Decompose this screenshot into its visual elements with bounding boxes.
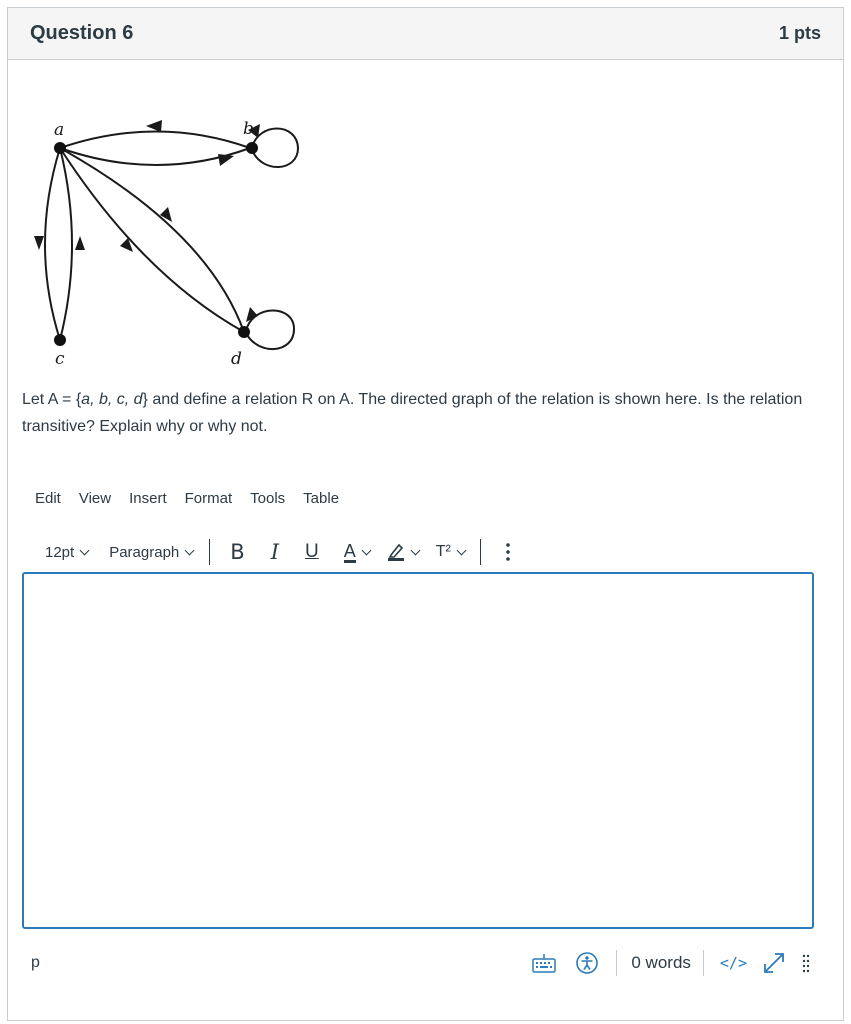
node-d <box>238 326 250 338</box>
fullscreen-icon <box>762 951 786 975</box>
highlight-color-button[interactable] <box>387 542 419 562</box>
menu-format[interactable]: Format <box>184 490 233 507</box>
more-options-button[interactable] <box>505 542 511 562</box>
italic-icon: I <box>270 540 279 564</box>
menu-view[interactable]: View <box>78 490 112 507</box>
prompt-set-elements: a, b, c, d <box>81 391 143 408</box>
word-count[interactable]: 0 words <box>631 953 691 972</box>
statusbar-separator <box>616 950 617 976</box>
block-format-value: Paragraph <box>109 543 180 561</box>
italic-button[interactable] <box>271 540 279 564</box>
question-title: Question 6 <box>30 22 134 44</box>
arrowhead-a-to-b <box>218 154 234 166</box>
resize-handle[interactable] <box>802 953 810 973</box>
toolbar-separator <box>209 539 210 565</box>
prompt-part2: } and define a relation R on A. The directed graph of the relation is shown here. Is the relation transitive? Explain why or why not. <box>22 391 803 435</box>
text-color-icon: A <box>343 540 356 561</box>
arrowhead-a-to-c <box>34 236 44 250</box>
question-prompt <box>22 386 812 440</box>
node-label-a: a <box>54 120 65 140</box>
node-c <box>54 334 66 346</box>
accessibility-icon <box>576 952 598 974</box>
html-editor-button[interactable] <box>720 954 747 972</box>
node-label-c: c <box>55 349 65 369</box>
menu-edit[interactable]: Edit <box>35 490 61 507</box>
chevron-down-icon <box>80 545 90 555</box>
chevron-down-icon <box>456 545 466 555</box>
chevron-down-icon <box>361 545 371 555</box>
element-path[interactable]: p <box>31 954 40 971</box>
font-size-value: 12pt <box>45 543 75 561</box>
resize-handle-icon <box>802 953 810 973</box>
superscript-button[interactable] <box>436 543 465 561</box>
chevron-down-icon <box>185 545 195 555</box>
prompt-part1: Let A = { <box>22 391 82 408</box>
node-label-d: d <box>231 349 242 369</box>
edge-a-to-d <box>60 148 244 332</box>
editor-toolbar <box>30 534 511 570</box>
accessibility-checker-button[interactable] <box>576 952 598 974</box>
underline-icon: U <box>304 541 319 562</box>
edge-b-to-a <box>60 132 250 149</box>
directed-graph-figure <box>22 110 312 375</box>
edge-c-to-a <box>60 148 72 340</box>
editor-menubar <box>27 490 348 507</box>
keyboard-shortcuts-button[interactable] <box>532 953 556 973</box>
node-a <box>54 142 66 154</box>
highlighter-icon <box>387 542 405 562</box>
arrowhead-c-to-a <box>75 236 85 250</box>
menu-table[interactable]: Table <box>303 490 340 507</box>
question-header <box>8 8 843 60</box>
chevron-down-icon <box>410 545 420 555</box>
question-points: 1 pts <box>778 23 821 43</box>
arrowhead-d-to-a <box>160 207 172 222</box>
loop-b <box>252 129 298 168</box>
more-vertical-icon <box>505 542 511 562</box>
block-format-select[interactable] <box>109 544 193 561</box>
menu-tools[interactable]: Tools <box>250 490 286 507</box>
text-color-button[interactable] <box>344 542 370 563</box>
arrowhead-b-to-a <box>146 120 162 132</box>
menu-insert[interactable]: Insert <box>129 490 167 507</box>
superscript-icon: T² <box>435 543 451 560</box>
bold-button[interactable] <box>230 540 244 564</box>
edge-d-to-a <box>60 148 244 332</box>
underline-button[interactable] <box>305 541 319 563</box>
node-b <box>246 142 258 154</box>
fullscreen-button[interactable] <box>762 951 786 975</box>
keyboard-icon <box>532 953 556 973</box>
bold-icon: B <box>230 540 245 564</box>
font-size-select[interactable] <box>45 544 88 561</box>
code-icon: </> <box>719 954 747 972</box>
edge-a-to-c <box>45 148 60 340</box>
statusbar-actions <box>532 948 814 978</box>
node-label-b: b <box>243 119 254 139</box>
toolbar-separator <box>480 539 481 565</box>
statusbar-separator <box>703 950 704 976</box>
editor-statusbar <box>22 948 814 978</box>
rich-text-editor[interactable] <box>22 572 814 929</box>
